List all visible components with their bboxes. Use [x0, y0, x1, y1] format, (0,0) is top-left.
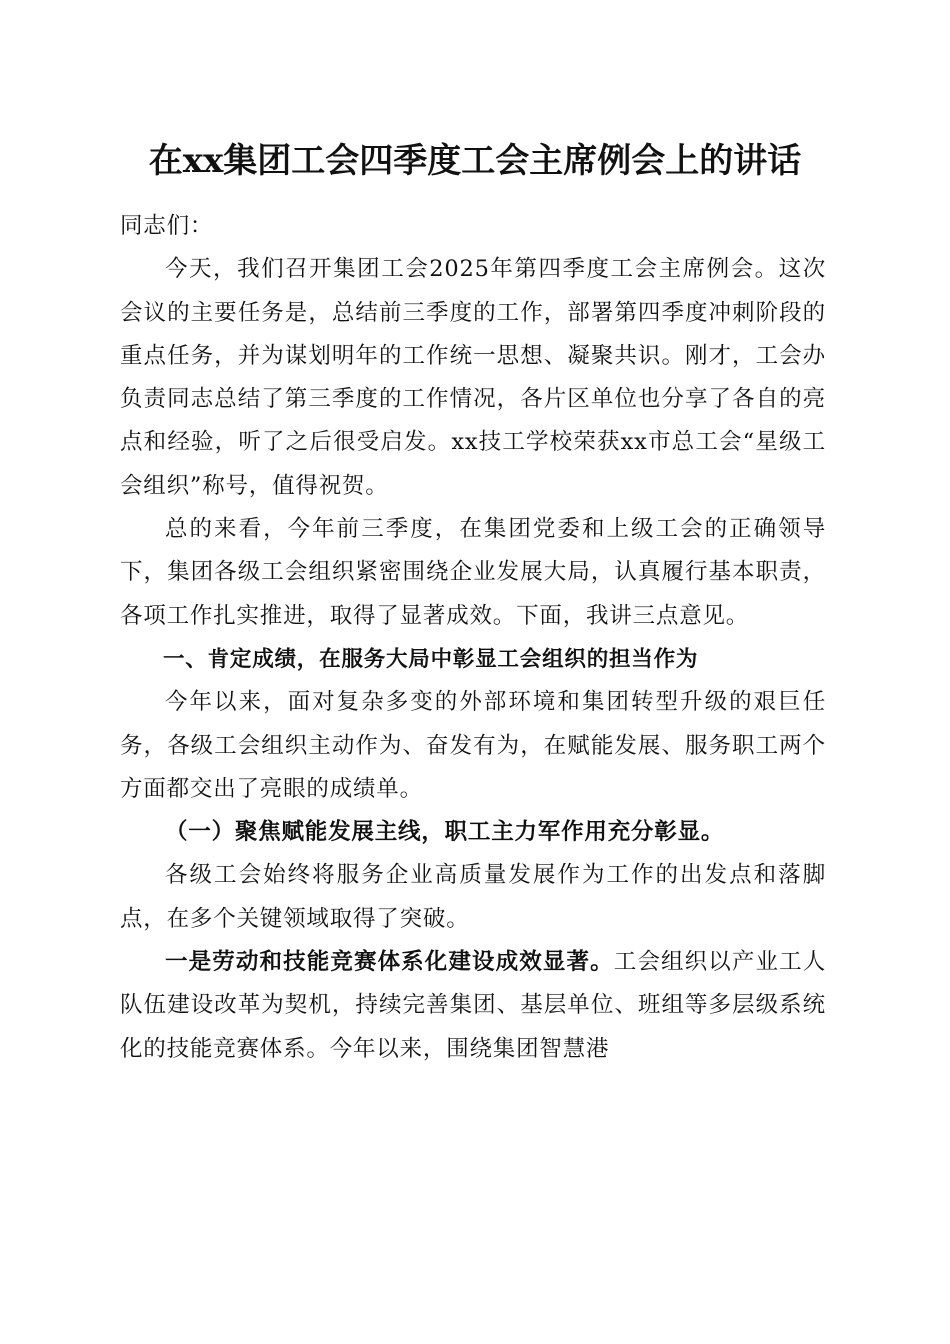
- paragraph-point-1: [120, 941, 826, 1071]
- paragraph-opening: 今天，我们召开集团工会2025年第四季度工会主席例会。这次会议的主要任务是，总结前三季度的工作，部署第四季度冲刺阶段的重点任务，并为谋划明年的工作统一思想、凝聚共识。刚才，工会办负责同志总结了第三季度的工作情况，各片区单位也分享了各自的亮点和经验，听了之后很受启发。xx技工学校荣获xx市总工会“星级工会组织”称号，值得祝贺。: [120, 256, 826, 499]
- paragraph-subsection-intro: 各级工会始终将服务企业高质量发展作为工作的出发点和落脚点，在多个关键领域取得了突破。: [120, 862, 826, 932]
- point-1-text: 工会组织以产业工人队伍建设改革为契机，持续完善集团、基层单位、班组等多层级系统化的技能竞赛体系。今年以来，围绕集团智慧港: [120, 949, 826, 1062]
- section-heading-1: 一、肯定成绩，在服务大局中彰显工会组织的担当作为: [163, 646, 699, 672]
- document-body: [120, 205, 826, 1071]
- paragraph-section-intro: 今年以来，面对复杂多变的外部环境和集团转型升级的艰巨任务，各级工会组织主动作为、奋发有为，在赋能发展、服务职工两个方面都交出了亮眼的成绩单。: [120, 689, 826, 802]
- subsection-heading-1: （一）聚焦赋能发展主线，职工主力军作用充分彰显。: [165, 819, 725, 846]
- salutation: 同志们：: [120, 213, 214, 239]
- document-title: 在xx集团工会四季度工会主席例会上的讲话: [148, 141, 802, 181]
- paragraph-summary: 总的来看，今年前三季度，在集团党委和上级工会的正确领导下，集团各级工会组织紧密围绕企业发展大局，认真履行基本职责，各项工作扎实推进，取得了显著成效。下面，我讲三点意见。: [120, 516, 826, 629]
- point-1-lead: 一是劳动和技能竞赛体系化建设成效显著。: [165, 949, 614, 976]
